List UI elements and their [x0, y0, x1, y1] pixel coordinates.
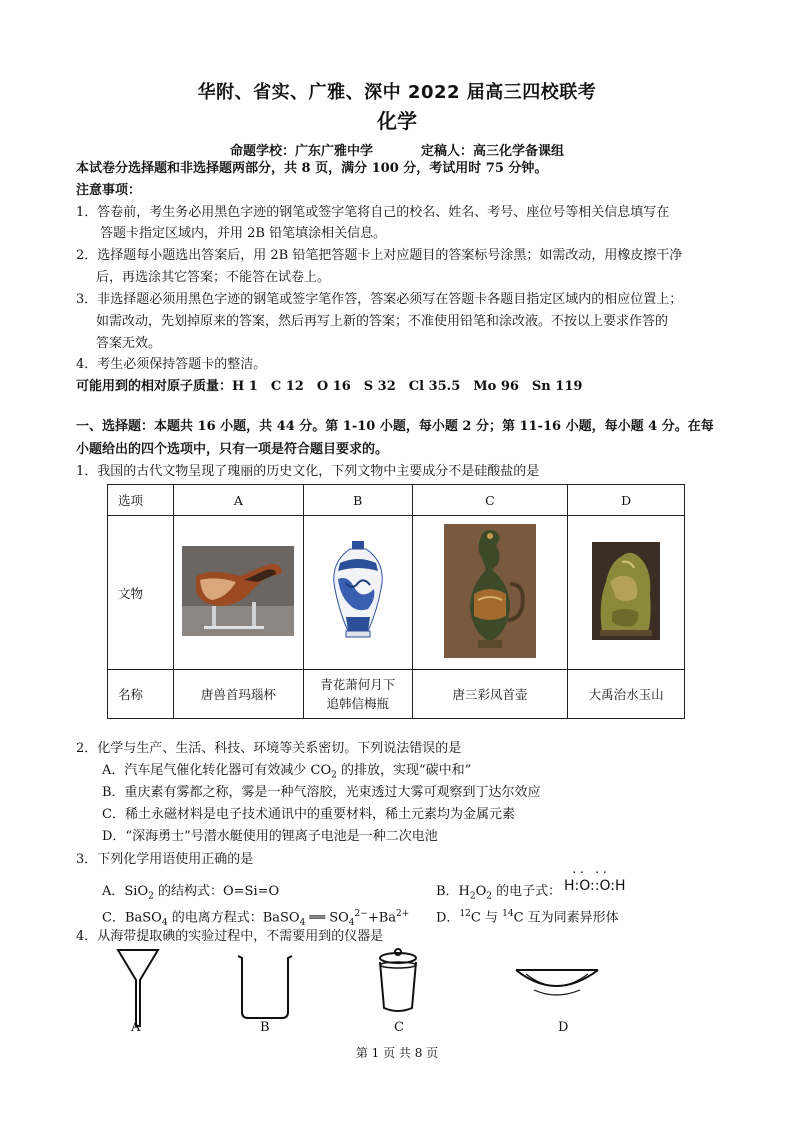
- q3-b-text-end: 的电子式：: [492, 884, 562, 899]
- q2-option-b: B．重庆素有雾都之称，雾是一种气溶胶，光束透过大雾可观察到丁达尔效应: [102, 785, 541, 800]
- q2-option-a: [102, 761, 762, 786]
- q3-d-text: D．: [436, 910, 460, 926]
- q3-option-a: [102, 882, 402, 907]
- artifact-c-image: [412, 516, 568, 670]
- note-3a: 3．非选择题必须用黑色字迹的钢笔或签字笔作答，答案必须写在答题卡各题目指定区域内的相应位置上；: [76, 292, 683, 307]
- page-footer: 第 1 页 共 8 页: [355, 1046, 439, 1060]
- q3-c-sup1: 2−: [354, 909, 368, 919]
- q1-stem: 1．我国的古代文物呈现了瑰丽的历史文化，下列文物中主要成分不是硅酸盐的是: [76, 464, 540, 479]
- artifact-b-name-line2: 追韩信梅瓶: [326, 696, 390, 711]
- blue-white-vase-image: [328, 539, 388, 643]
- agate-cup-image: [182, 546, 294, 636]
- q4-stem: 4．从海带提取碘的实验过程中，不需要用到的仪器是: [76, 929, 384, 944]
- q3-c-mid: 的电离方程式：BaSO: [167, 910, 300, 926]
- funnel-icon: [118, 950, 158, 1026]
- exam-title: 华附、省实、广雅、深中 2022 届高三四校联考: [197, 82, 597, 103]
- row-label-artifact: 文物: [108, 516, 174, 670]
- section1-line1: 一、选择题：本题共 16 小题，共 44 分。第 1-10 小题，每小题 2 分；第 11-16 小题，每小题 4 分。在每: [76, 419, 714, 434]
- artifact-d-name: 大禹治水玉山: [568, 670, 685, 719]
- q3-c-plus: +Ba: [367, 910, 397, 926]
- note-1b: 答题卡指定区域内，并用 2B 铅笔填涂相关信息。: [100, 226, 387, 241]
- q2-stem: 2．化学与生产、生活、科技、环境等关系密切。下列说法错误的是: [76, 741, 462, 756]
- q4-apparatus: [110, 948, 670, 1030]
- evaporating-dish-icon: [516, 970, 598, 995]
- q2-a-sub: 2: [331, 770, 337, 781]
- finalizer-label: 定稿人：高三化学备课组: [421, 144, 565, 159]
- q3-a-text-end: 的结构式：O=Si=O: [153, 884, 280, 899]
- q3-d-sup1: 12: [459, 909, 471, 919]
- q3-d-mid: C 与: [470, 910, 503, 926]
- q3-b-mid: O: [475, 884, 487, 899]
- q3-a-text: A．SiO: [102, 884, 149, 899]
- artifact-a-image: [173, 516, 303, 670]
- jade-mountain-image: [592, 542, 660, 640]
- table-header-c: C: [412, 485, 568, 516]
- row-label-name: 名称: [108, 670, 174, 719]
- q3-stem: 3．下列化学用语使用正确的是: [76, 852, 254, 867]
- q3-c-sub3: 4: [348, 917, 355, 928]
- school-label: 命题学校：广东广雅中学: [229, 144, 373, 159]
- q3-c-text: C．BaSO: [102, 910, 162, 926]
- atomic-masses: 可能用到的相对原子质量：H 1 C 12 O 16 S 32 Cl 35.5 Mo 96 Sn 119: [76, 379, 583, 394]
- exam-subject: 化学: [377, 109, 417, 133]
- note-4: 4．考生必须保持答题卡的整洁。: [76, 357, 267, 372]
- artifact-d-image: [568, 516, 685, 670]
- electron-formula: H:O::O:H: [564, 878, 626, 894]
- table-header-d: D: [568, 485, 685, 516]
- note-3b: 如需改动，先划掉原来的答案，然后再写上新的答案；不准使用铅笔和涂改液。不按以上要求作答的: [96, 314, 669, 329]
- q3-d-text-end: C 互为同素异形体: [513, 910, 619, 926]
- artifact-c-name: 唐三彩凤首壶: [412, 670, 568, 719]
- q2-a-text: A．汽车尾气催化转化器可有效减少 CO: [102, 763, 332, 778]
- q3-c-so4: SO: [329, 910, 349, 926]
- phoenix-ewer-image: [444, 524, 536, 658]
- table-header-b: B: [303, 485, 412, 516]
- q3-option-d: [436, 904, 736, 928]
- q3-c-arrow: ══: [305, 910, 330, 926]
- q2-option-d: D．“深海勇士”号潜水艇使用的锂离子电池是一种二次电池: [102, 829, 438, 844]
- note-1a: 1．答卷前，考生务必用黑色字迹的钢笔或签字笔将自己的校名、姓名、考号、座位号等相关信息填写在: [76, 205, 670, 220]
- q3-d-sup2: 14: [502, 909, 514, 919]
- q2-option-c: C．稀土永磁材料是电子技术通讯中的重要材料，稀土元素均为金属元素: [102, 807, 515, 822]
- note-2b: 后，再选涂其它答案；不能答在试卷上。: [96, 270, 331, 285]
- note-3c: 答案无效。: [96, 336, 162, 351]
- table-header-a: A: [173, 485, 303, 516]
- crucible-icon: [380, 949, 416, 1011]
- q4-label-d: D: [558, 1020, 569, 1035]
- q3-b-text: B．H: [436, 884, 470, 899]
- artifact-a-name: 唐兽首玛瑙杯: [173, 670, 303, 719]
- notes-title: 注意事项：: [76, 183, 142, 198]
- q4-label-b: B: [260, 1020, 270, 1035]
- table-header-option: 选项: [108, 485, 174, 516]
- q4-label-c: C: [394, 1020, 404, 1035]
- intro-text: 本试卷分选择题和非选择题两部分，共 8 页，满分 100 分，考试用时 75 分钟。: [76, 161, 548, 176]
- note-2a: 2．选择题每小题选出答案后，用 2B 铅笔把答题卡上对应题目的答案标号涂黑；如需改动，用橡皮擦干净: [76, 248, 683, 263]
- q3-c-sup2: 2+: [396, 909, 410, 919]
- artifact-b-name: [303, 670, 412, 719]
- artifact-b-name-line1: 青花萧何月下: [320, 677, 396, 692]
- q1-table: [107, 484, 685, 719]
- q2-a-text-end: 的排放，实现“碳中和”: [336, 763, 472, 778]
- section1-line2: 小题给出的四个选项中，只有一项是符合题目要求的。: [76, 442, 389, 457]
- beaker-icon: [238, 956, 292, 1018]
- q3-b-sub1: 2: [469, 891, 476, 902]
- electron-dots: ·· ··: [571, 866, 610, 879]
- exam-meta: [0, 140, 794, 159]
- q3-a-sub: 2: [148, 891, 154, 902]
- artifact-b-image: [303, 516, 412, 670]
- q4-label-a: A: [131, 1020, 141, 1035]
- q3-c-sub1: 4: [161, 917, 168, 928]
- q3-b-sub2: 2: [486, 891, 493, 902]
- q3-c-sub2: 4: [299, 917, 306, 928]
